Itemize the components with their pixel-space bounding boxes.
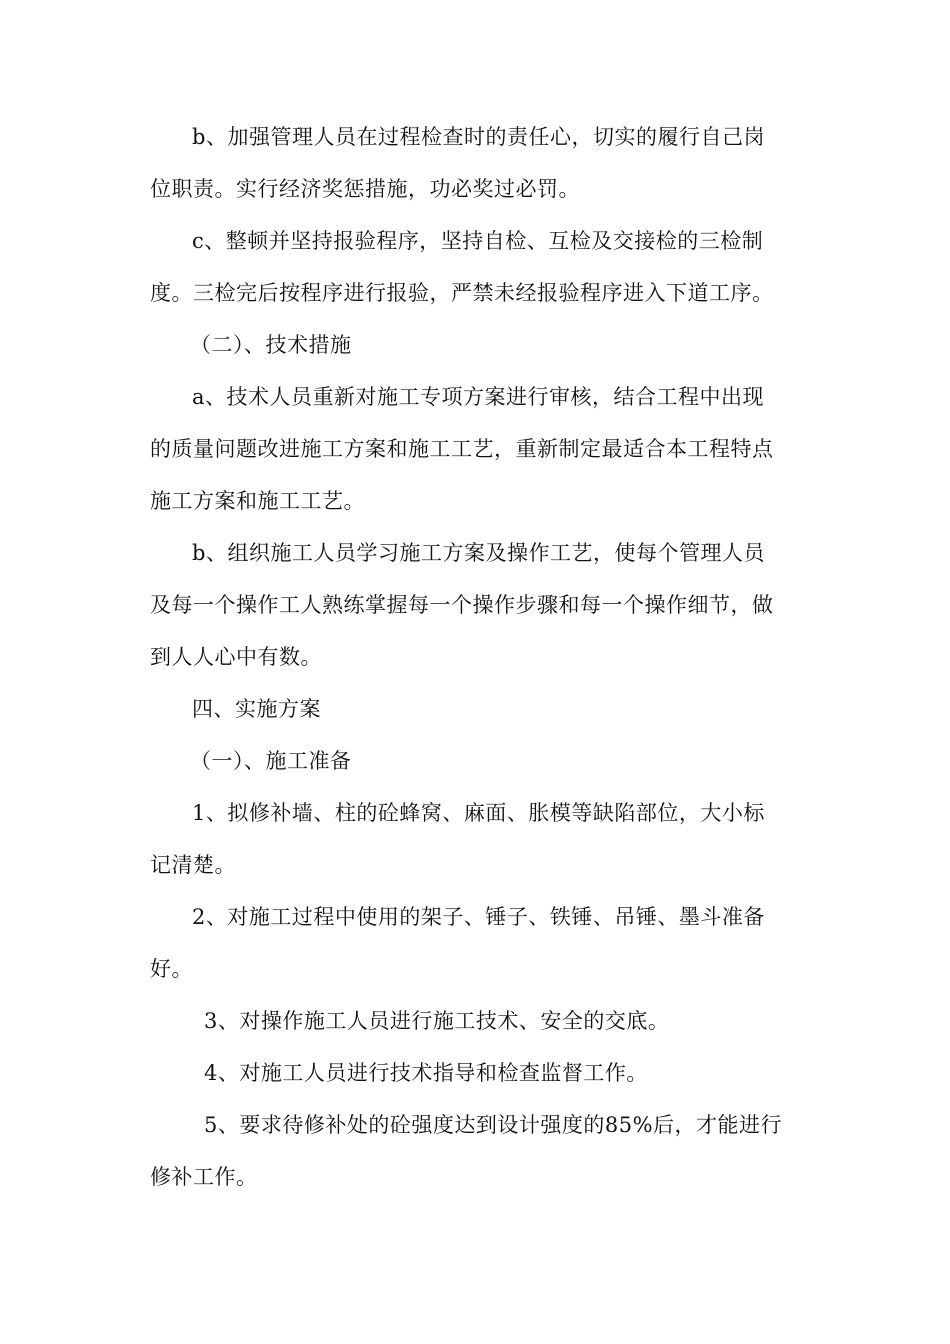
prep-item-4: 4、对施工人员进行技术指导和检查监督工作。 [204, 1061, 648, 1085]
prep-item-1-line-1: 1、拟修补墙、柱的砼蜂窝、麻面、胀模等缺陷部位，大小标 [192, 801, 765, 825]
prep-item-1-line-2: 记清楚。 [150, 853, 236, 877]
prep-item-5-line-2: 修补工作。 [150, 1165, 258, 1189]
tech-a-line-2: 的质量问题改进施工方案和施工工艺，重新制定最适合本工程特点 [150, 437, 774, 461]
prep-item-5-line-1: 5、要求待修补处的砼强度达到设计强度的85%后，才能进行 [204, 1113, 783, 1137]
section-heading-preparation: （一）、施工准备 [190, 749, 352, 773]
tech-b-line-2: 及每一个操作工人熟练掌握每一个操作步骤和每一个操作细节，做 [150, 593, 774, 617]
measure-c-line-2: 度。三检完后按程序进行报验，严禁未经报验程序进入下道工序。 [150, 281, 774, 305]
prep-item-2-line-2: 好。 [150, 957, 193, 981]
tech-b-line-1: b、组织施工人员学习施工方案及操作工艺，使每个管理人员 [192, 541, 765, 565]
prep-item-2-line-1: 2、对施工过程中使用的架子、锤子、铁锤、吊锤、墨斗准备 [192, 905, 765, 929]
tech-a-line-3: 施工方案和施工工艺。 [150, 489, 365, 513]
measure-b-line-1: b、加强管理人员在过程检查时的责任心，切实的履行自己岗 [192, 125, 765, 149]
measure-b-line-2: 位职责。实行经济奖惩措施，功必奖过必罚。 [150, 177, 580, 201]
section-heading-technical-measures: （二）、技术措施 [190, 333, 352, 357]
prep-item-3: 3、对操作施工人员进行施工技术、安全的交底。 [204, 1009, 670, 1033]
tech-b-line-3: 到人人心中有数。 [150, 645, 322, 669]
section-heading-implementation: 四、实施方案 [192, 697, 321, 721]
tech-a-line-1: a、技术人员重新对施工专项方案进行审核，结合工程中出现 [192, 385, 765, 409]
measure-c-line-1: c、整顿并坚持报验程序，坚持自检、互检及交接检的三检制 [192, 229, 764, 253]
